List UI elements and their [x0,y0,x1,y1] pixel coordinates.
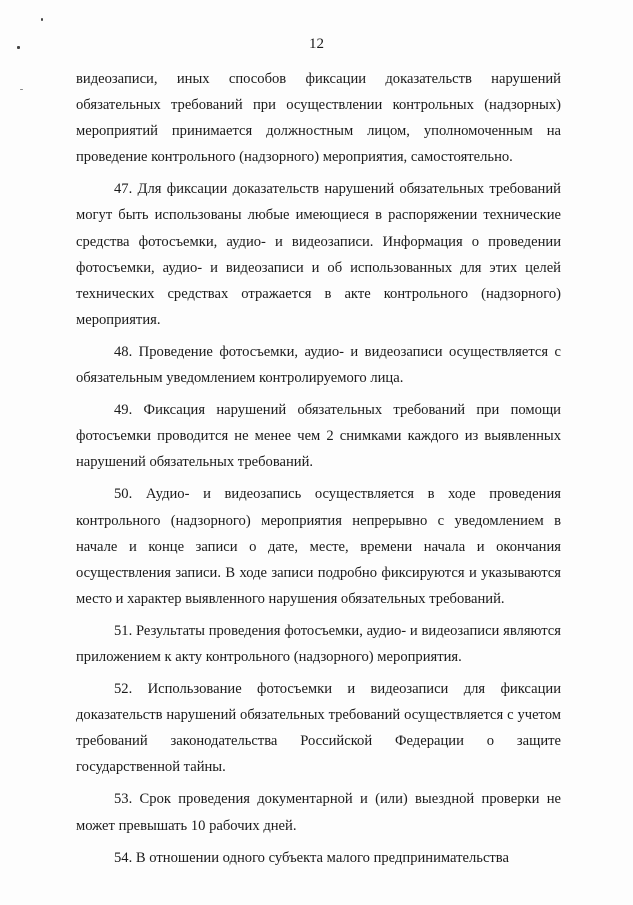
paragraph-49: 49. Фиксация нарушений обязательных требований при помощи фотосъемки проводится не менее чем 2 снимками каждого из выявленных нарушений обязательных требований. [76,402,561,471]
paragraph-47: 47. Для фиксации доказательств нарушений обязательных требований могут быть использованы любые имеющиеся в распоряжении технические средства фотосъемки, аудио- и видеозаписи. Информация о проведении фотосъемки, аудио- и видеозаписи и об использованных для этих целей технических средствах отражается в акте контрольного (надзорного) мероприятия. [76,181,561,328]
paragraph-50: 50. Аудио- и видеозапись осуществляется в ходе проведения контрольного (надзорного) мероприятия непрерывно с уведомлением в начале и конце записи о дате, месте, времени начала и окончания осуществления записи. В ходе записи подробно фиксируются и указываются место и характер выявленного нарушения обязательных требований. [76,486,561,607]
scan-mark [41,18,43,21]
document-body [76,66,561,871]
paragraph-51: 51. Результаты проведения фотосъемки, аудио- и видеозаписи являются приложением к акту контрольного (надзорного) мероприятия. [76,622,561,665]
paragraph-continuation: видеозаписи, иных способов фиксации доказательств нарушений обязательных требований при осуществлении контрольных (надзорных) мероприятий принимается должностным лицом, уполномоченным на проведение контрольного (надзорного) мероприятия, самостоятельно. [76,71,561,166]
scan-mark [20,89,23,90]
page-number: 12 [309,36,324,52]
paragraph-54: 54. В отношении одного субъекта малого предпринимательства [114,849,509,866]
paragraph-53: 53. Срок проведения документарной и (или) выездной проверки не может превышать 10 рабочих дней. [76,791,561,834]
paragraph-48: 48. Проведение фотосъемки, аудио- и видеозаписи осуществляется с обязательным уведомлением контролируемого лица. [76,343,561,387]
paragraph-52: 52. Использование фотосъемки и видеозаписи для фиксации доказательств нарушений обязательных требований осуществляется с учетом требований законодательства Российской Федерации о защите государственной тайны. [76,681,561,776]
